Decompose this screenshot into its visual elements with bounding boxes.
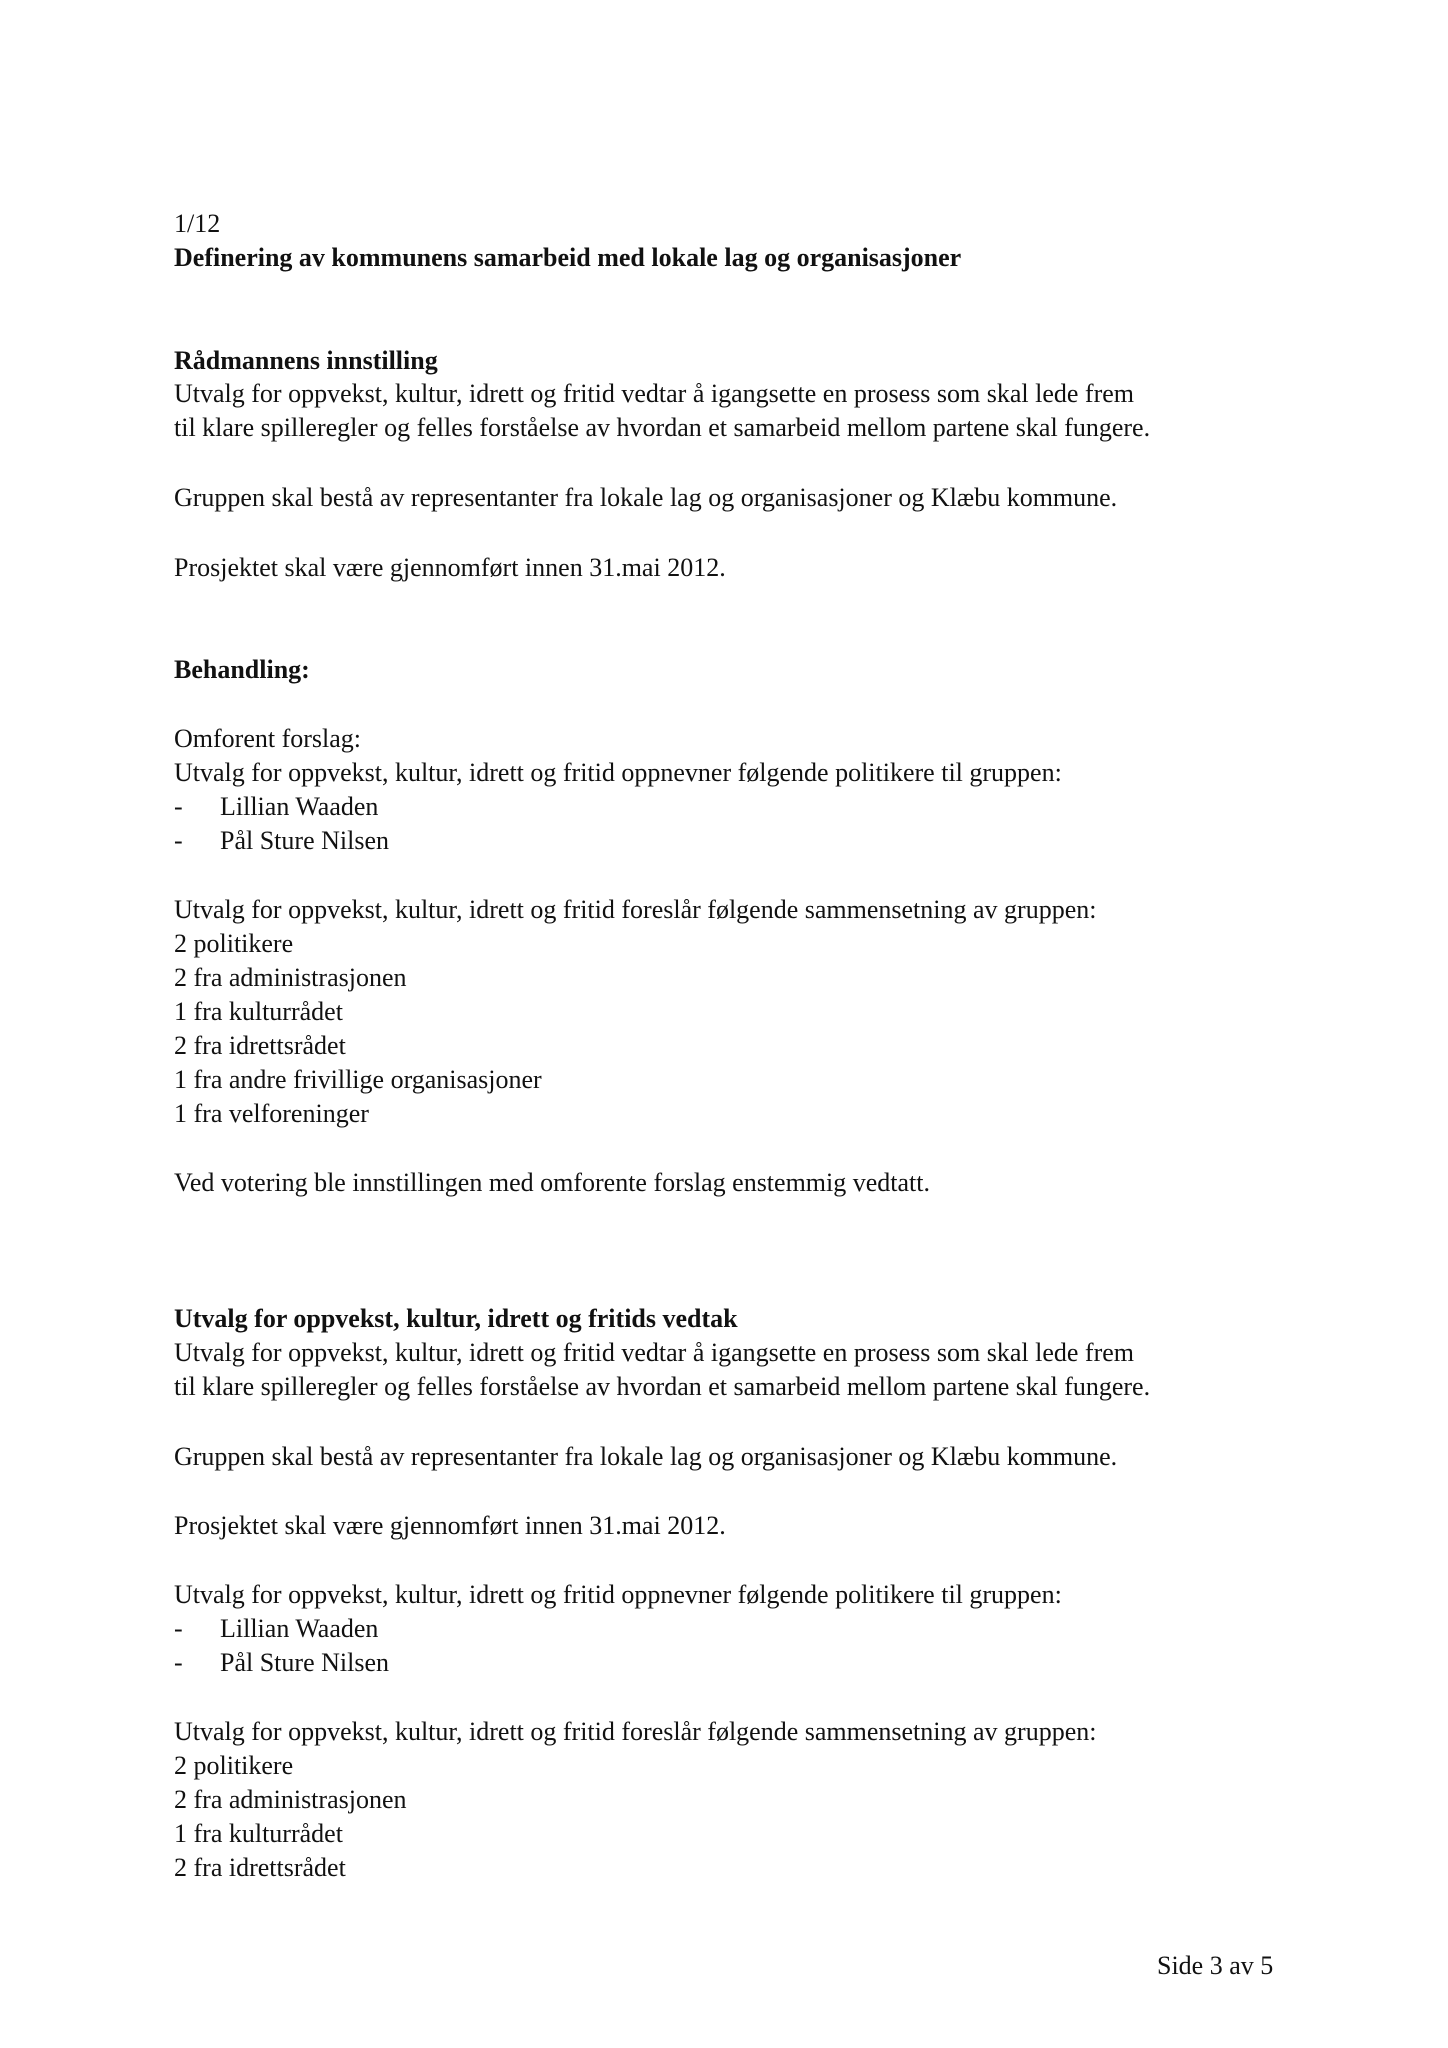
recommendation-heading: Rådmannens innstilling xyxy=(174,346,438,375)
treatment-politician-item xyxy=(174,791,378,823)
treatment-politician-item xyxy=(174,825,389,857)
politician-name: Pål Sture Nilsen xyxy=(220,826,389,855)
recommendation-line-1: Utvalg for oppvekst, kultur, idrett og fritid vedtar å igangsette en prosess som skal lede frem xyxy=(174,379,1134,408)
decision-composition-text: Utvalg for oppvekst, kultur, idrett og fritid foreslår følgende sammensetning av gruppen: xyxy=(174,1717,1097,1746)
decision-line-1: Utvalg for oppvekst, kultur, idrett og fritid vedtar å igangsette en prosess som skal lede frem xyxy=(174,1338,1134,1367)
composition-item: 1 fra andre frivillige organisasjoner xyxy=(174,1065,542,1094)
recommendation-project-text: Prosjektet skal være gjennomført innen 31.mai 2012. xyxy=(174,553,726,582)
bullet-dash: - xyxy=(174,826,183,855)
decision-politician-item xyxy=(174,1647,389,1679)
composition-item: 2 fra idrettsrådet xyxy=(174,1031,346,1060)
treatment-appoint-text: Utvalg for oppvekst, kultur, idrett og fritid oppnevner følgende politikere til gruppen: xyxy=(174,758,1062,787)
decision-group-text: Gruppen skal bestå av representanter fra lokale lag og organisasjoner og Klæbu kommune. xyxy=(174,1442,1118,1471)
composition-item: 1 fra kulturrådet xyxy=(174,1819,343,1848)
composition-item: 2 politikere xyxy=(174,1751,294,1780)
composition-item: 2 fra idrettsrådet xyxy=(174,1853,346,1882)
politician-name: Pål Sture Nilsen xyxy=(220,1648,389,1677)
bullet-dash: - xyxy=(174,792,183,821)
recommendation-line-2: til klare spilleregler og felles forståelse av hvordan et samarbeid mellom partene skal fungere. xyxy=(174,413,1151,442)
composition-item: 2 politikere xyxy=(174,929,294,958)
decision-line-2: til klare spilleregler og felles forståelse av hvordan et samarbeid mellom partene skal fungere. xyxy=(174,1372,1151,1401)
bullet-dash: - xyxy=(174,1648,183,1677)
case-number: 1/12 xyxy=(174,209,221,238)
politician-name: Lillian Waaden xyxy=(220,792,379,821)
proposal-label: Omforent forslag: xyxy=(174,724,362,753)
politician-name: Lillian Waaden xyxy=(220,1614,379,1643)
composition-item: 2 fra administrasjonen xyxy=(174,1785,407,1814)
decision-project-text: Prosjektet skal være gjennomført innen 31.mai 2012. xyxy=(174,1511,726,1540)
page-number: Side 3 av 5 xyxy=(1157,1951,1274,1980)
composition-item: 1 fra kulturrådet xyxy=(174,997,343,1026)
vote-text: Ved votering ble innstillingen med omforente forslag enstemmig vedtatt. xyxy=(174,1168,930,1197)
treatment-heading: Behandling: xyxy=(174,655,310,684)
case-title: Definering av kommunens samarbeid med lokale lag og organisasjoner xyxy=(174,243,962,272)
bullet-dash: - xyxy=(174,1614,183,1643)
decision-appoint-text: Utvalg for oppvekst, kultur, idrett og fritid oppnevner følgende politikere til gruppen: xyxy=(174,1580,1062,1609)
decision-heading: Utvalg for oppvekst, kultur, idrett og fritids vedtak xyxy=(174,1304,738,1333)
recommendation-group-text: Gruppen skal bestå av representanter fra lokale lag og organisasjoner og Klæbu kommune. xyxy=(174,483,1118,512)
decision-politician-item xyxy=(174,1613,378,1645)
composition-item: 1 fra velforeninger xyxy=(174,1099,369,1128)
treatment-composition-text: Utvalg for oppvekst, kultur, idrett og fritid foreslår følgende sammensetning av gruppen: xyxy=(174,895,1097,924)
composition-item: 2 fra administrasjonen xyxy=(174,963,407,992)
